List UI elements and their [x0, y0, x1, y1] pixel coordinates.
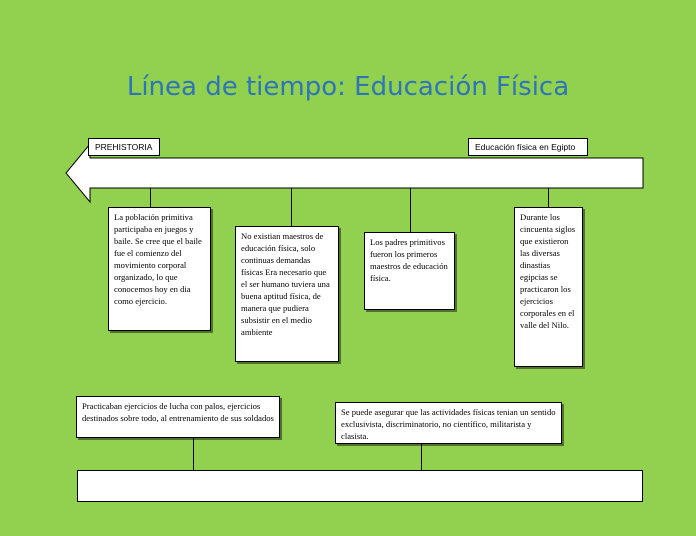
event-box-lucha: Practicaban ejercicios de lucha con palos, ejercicios destinados sobre todo, al entrenamiento de sus soldados — [76, 396, 280, 438]
event-box-padres: Los padres primitivos fueron los primeros maestros de educación física. — [364, 232, 455, 310]
event-box-poblacion: La población primitiva participaba en juegos y baile. Se cree que el baile fue el comienzo del movimiento corporal organizado, lo que conocemos hoy en dia como ejercicio. — [108, 207, 211, 331]
timeline-end-label: Educación física en Egipto — [468, 138, 588, 156]
connector-line — [421, 442, 422, 470]
event-box-maestros: No existian maestros de educación física, solo continuas demandas físicas Era necesario que el ser humano tuviera una buena aptitud física, de manera que pudiera subsistir en el medio ambiente — [235, 226, 339, 362]
connector-line — [548, 188, 549, 208]
connector-line — [410, 188, 411, 232]
timeline-bottom-bar — [77, 470, 643, 502]
connector-line — [291, 188, 292, 226]
connector-line — [150, 188, 151, 208]
timeline-start-label: PREHISTORIA — [88, 138, 160, 156]
page-title: Línea de tiempo: Educación Física — [126, 72, 570, 102]
event-box-egipto: Durante los cincuenta siglos que existieron las diversas dinastias egipcias se practicaron los ejercicios corporales en el valle del Nilo. — [514, 207, 583, 367]
event-box-exclusivista: Se puede asegurar que las actividades físicas tenian un sentido exclusivista, discriminatorio, no científico, militarista y clasista. — [335, 402, 562, 444]
connector-line — [193, 438, 194, 470]
